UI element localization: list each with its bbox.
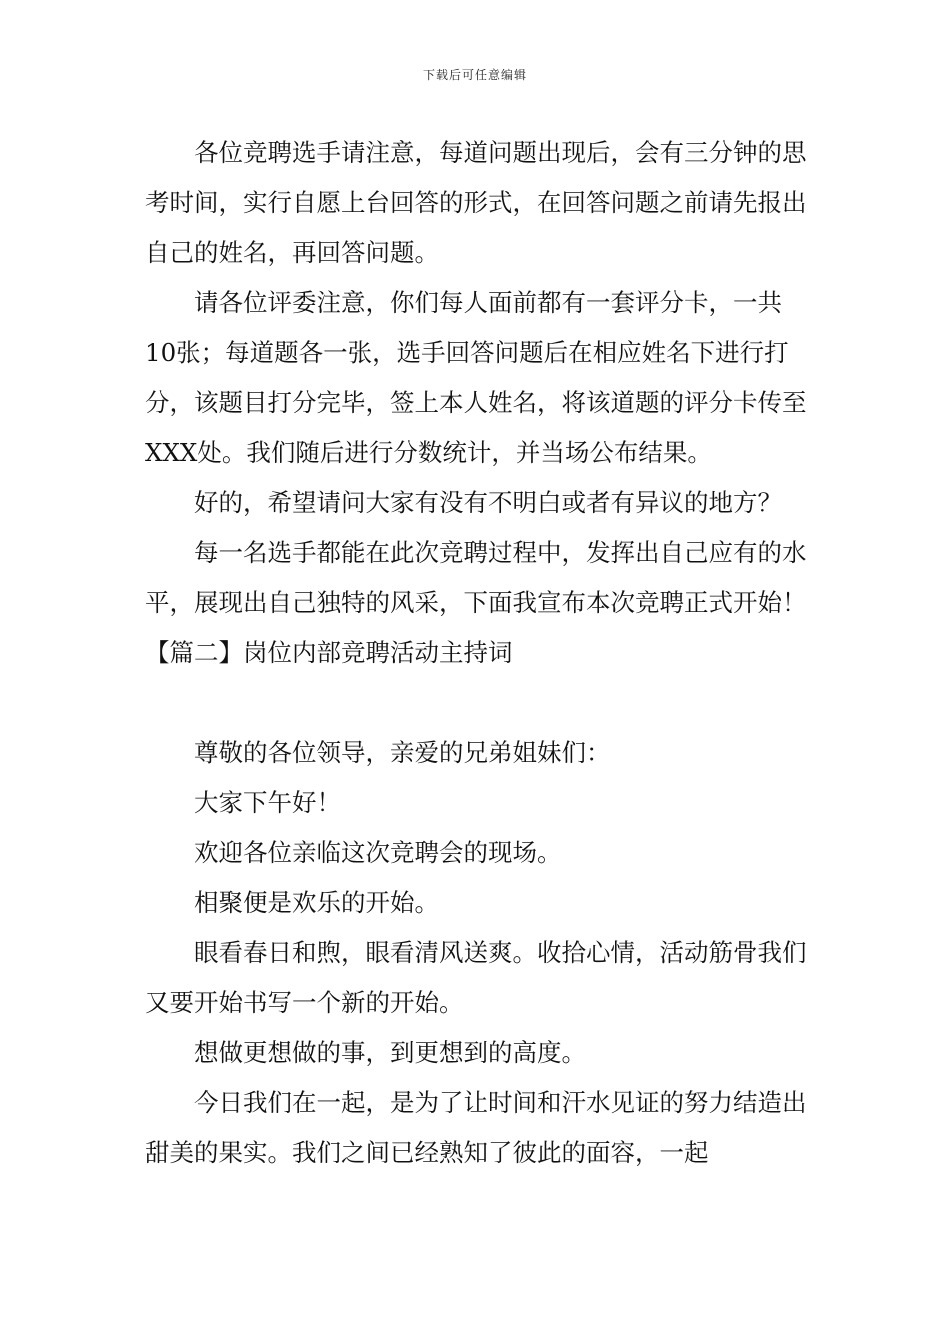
paragraph-spring: 眼看春日和煦，眼看清风送爽。收拾心情，活动筋骨我们又要开始书写一个新的开始。 bbox=[145, 938, 807, 1017]
blank-line bbox=[145, 678, 810, 728]
paragraph-greeting-salutation: 尊敬的各位领导，亲爱的兄弟姐妹们： bbox=[194, 738, 611, 767]
paragraph-questions: 好的，希望请问大家有没有不明白或者有异议的地方？ bbox=[194, 488, 782, 517]
paragraph-aspiration: 想做更想做的事，到更想到的高度。 bbox=[194, 1038, 586, 1067]
page-header: 下载后可任意编辑 bbox=[422, 68, 527, 82]
paragraph-gathering: 相聚便是欢乐的开始。 bbox=[194, 888, 439, 917]
paragraph-contestant-notice: 各位竞聘选手请注意，每道问题出现后，会有三分钟的思考时间，实行自愿上台回答的形式，在回答问题之前请先报出自己的姓名，再回答问题。 bbox=[145, 138, 807, 267]
paragraph-judges-notice: 请各位评委注意，你们每人面前都有一套评分卡，一共10张；每道题各一张，选手回答问题后在相应姓名下进行打分，该题目打分完毕，签上本人姓名，将该道题的评分卡传至XXX处。我们随后进行分数统计，并当场公布结果。 bbox=[145, 288, 807, 467]
paragraph-welcome: 欢迎各位亲临这次竞聘会的现场。 bbox=[194, 838, 562, 867]
paragraph-good-afternoon: 大家下午好！ bbox=[194, 788, 341, 817]
section-heading: 【篇二】岗位内部竞聘活动主持词 bbox=[145, 638, 513, 667]
document-body bbox=[145, 128, 810, 1178]
paragraph-start-announcement: 每一名选手都能在此次竞聘过程中，发挥出自己应有的水平，展现出自己独特的风采，下面我宣布本次竞聘正式开始！ bbox=[145, 538, 807, 617]
paragraph-together: 今日我们在一起，是为了让时间和汗水见证的努力结造出甜美的果实。我们之间已经熟知了彼此的面容，一起 bbox=[145, 1088, 807, 1167]
